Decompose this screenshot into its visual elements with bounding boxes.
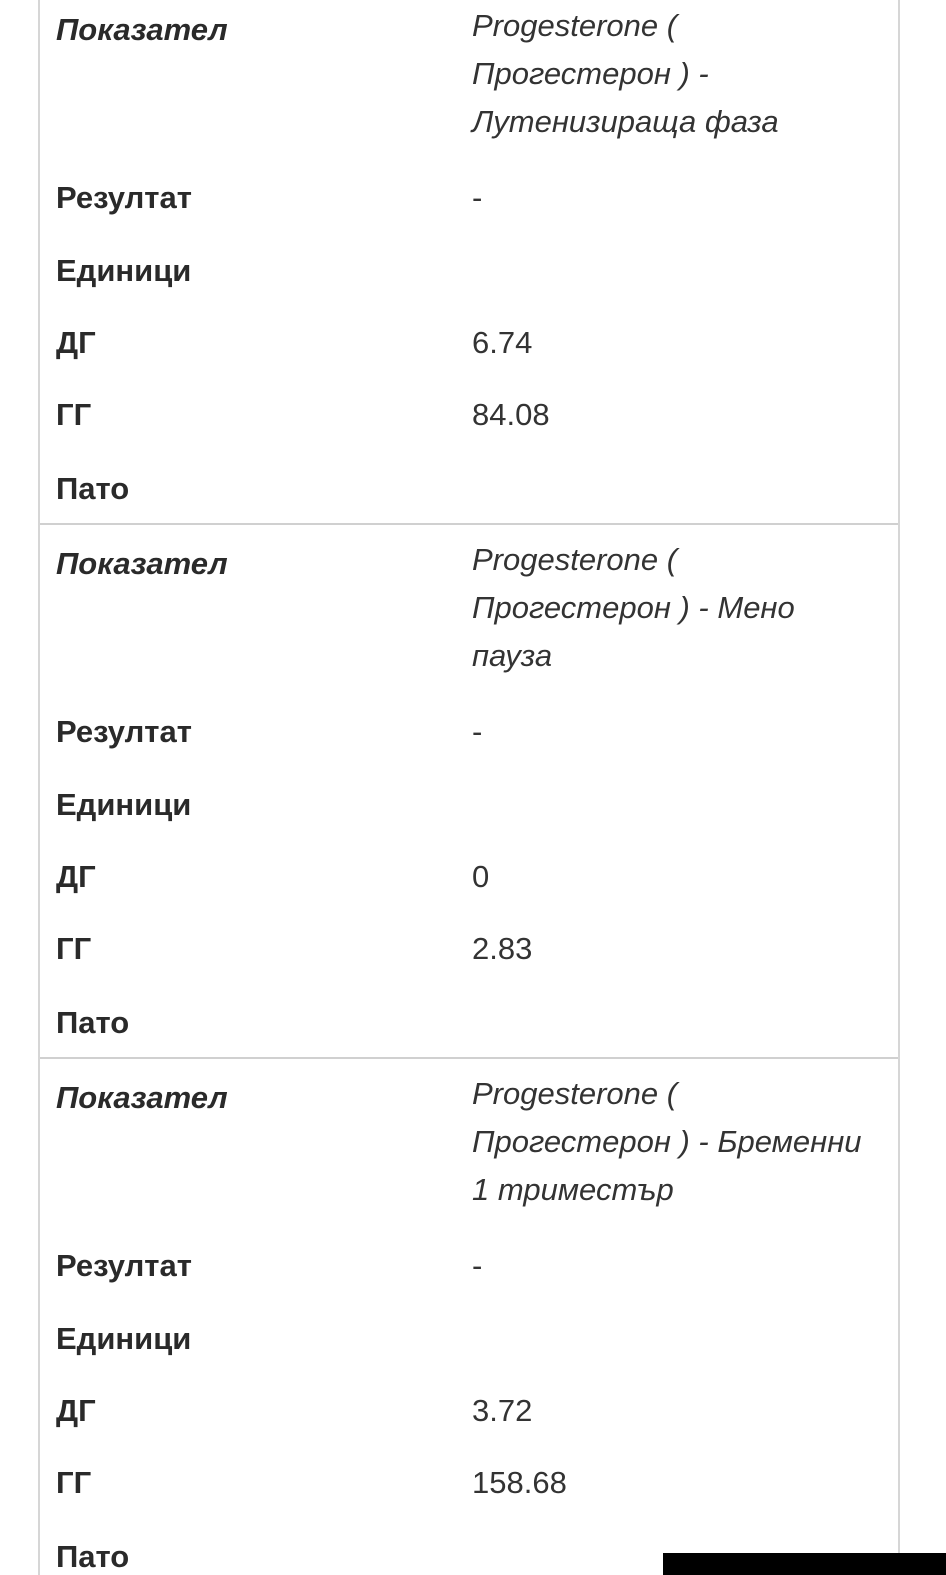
result-record [40, 525, 898, 1059]
patho-label: Пато [56, 1005, 130, 1040]
units-label: Единици [56, 1321, 192, 1356]
result-record [40, 1059, 898, 1575]
lower-limit-value: 3.72 [472, 1393, 533, 1428]
indicator-name [472, 2, 892, 146]
upper-limit-label: ГГ [56, 1465, 92, 1500]
indicator-name-line: Progesterone ( [472, 542, 678, 577]
bottom-bar [663, 1553, 946, 1575]
indicator-name-line: Прогестерон ) - Бременни [472, 1124, 862, 1159]
upper-limit-value: 84.08 [472, 397, 550, 432]
lower-limit-label: ДГ [56, 1393, 96, 1428]
indicator-name-line: Прогестерон ) - Мено [472, 590, 795, 625]
result-label: Резултат [56, 714, 192, 749]
units-label: Единици [56, 253, 192, 288]
lower-limit-label: ДГ [56, 859, 96, 894]
result-record [40, 0, 898, 525]
upper-limit-value: 158.68 [472, 1465, 567, 1500]
results-table [38, 0, 900, 1575]
indicator-name-line: 1 триместър [472, 1172, 674, 1207]
lower-limit-label: ДГ [56, 325, 96, 360]
result-label: Резултат [56, 1248, 192, 1283]
indicator-name-line: Progesterone ( [472, 8, 678, 43]
indicator-name [472, 1070, 892, 1214]
indicator-name-line: Прогестерон ) - [472, 56, 709, 91]
patho-label: Пато [56, 471, 130, 506]
indicator-name-line: Progesterone ( [472, 1076, 678, 1111]
indicator-name [472, 536, 892, 680]
indicator-label: Показател [56, 1080, 228, 1115]
result-value: - [472, 180, 483, 215]
indicator-name-line: Лутенизираща фаза [472, 104, 779, 139]
result-label: Резултат [56, 180, 192, 215]
upper-limit-label: ГГ [56, 931, 92, 966]
lower-limit-value: 0 [472, 859, 490, 894]
result-value: - [472, 1248, 483, 1283]
indicator-name-line: пауза [472, 638, 553, 673]
upper-limit-value: 2.83 [472, 931, 533, 966]
indicator-label: Показател [56, 12, 228, 47]
units-label: Единици [56, 787, 192, 822]
patho-label: Пато [56, 1539, 130, 1574]
lower-limit-value: 6.74 [472, 325, 533, 360]
upper-limit-label: ГГ [56, 397, 92, 432]
result-value: - [472, 714, 483, 749]
indicator-label: Показател [56, 546, 228, 581]
